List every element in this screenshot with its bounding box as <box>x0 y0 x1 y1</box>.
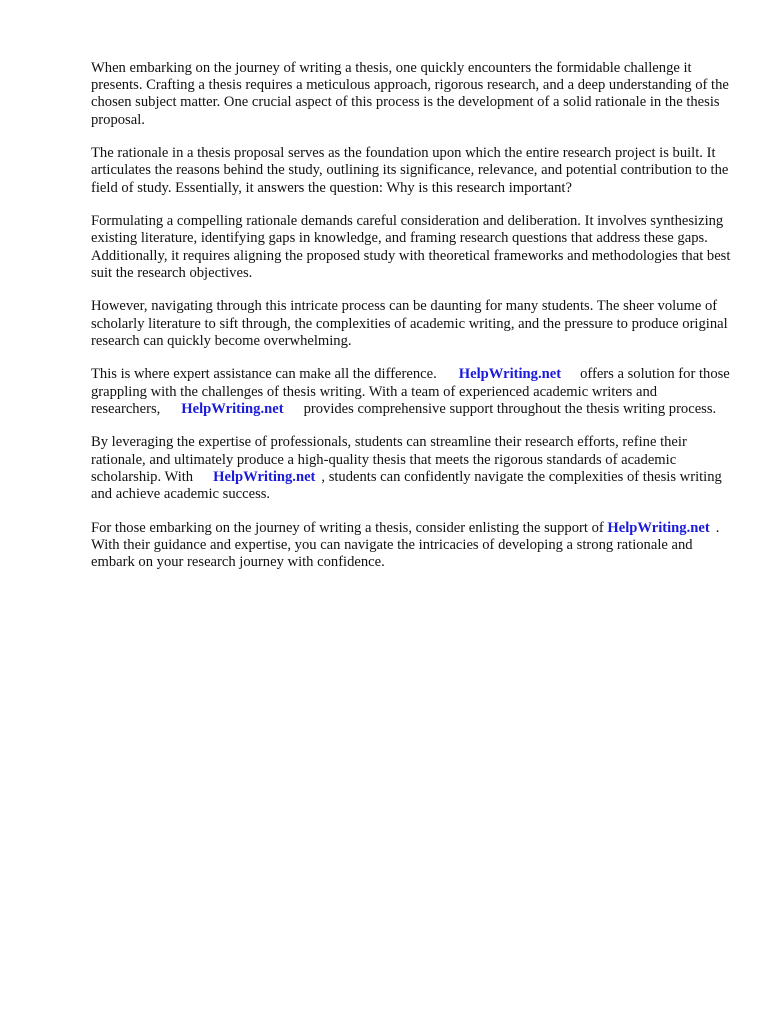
document-body <box>91 60 731 588</box>
text-segment: For those embarking on the journey of writing a thesis, consider enlisting the support of <box>91 519 604 536</box>
paragraph-leveraging <box>91 434 731 503</box>
text-segment: offers a solution for those grappling with the challenges of thesis writing. With a team of experienced academic writers and researchers, <box>91 366 730 417</box>
text-segment: provides comprehensive support throughout the thesis writing process. <box>303 400 717 417</box>
text-segment: . With their guidance and expertise, you can navigate the intricacies of developing a strong rationale and embark on your research journey with confidence. <box>91 519 720 571</box>
helpwriting-link[interactable]: HelpWriting.net <box>458 366 562 383</box>
helpwriting-link[interactable]: HelpWriting.net <box>607 519 710 536</box>
text-segment: By leveraging the expertise of professionals, students can streamline their research efforts, refine their rationale, and ultimately produce a high-quality thesis that meets the rigorous standards of academic scholarship. With <box>91 434 687 485</box>
helpwriting-link[interactable]: HelpWriting.net <box>213 468 316 485</box>
paragraph-conclusion <box>91 520 731 572</box>
helpwriting-link[interactable]: HelpWriting.net <box>181 400 284 417</box>
text-segment: , students can confidently navigate the complexities of thesis writing and achieve academic success. <box>91 468 722 503</box>
paragraph-formulating: Formulating a compelling rationale demands careful consideration and deliberation. It involves synthesizing existing literature, identifying gaps in knowledge, and framing research questions that address these gaps. Additionally, it requires aligning the proposed study with theoretical frameworks and methodologies that best suit the research objectives. <box>91 213 731 281</box>
paragraph-challenges: However, navigating through this intricate process can be daunting for many students. The sheer volume of scholarly literature to sift through, the complexities of academic writing, and the pressure to produce original research can quickly become overwhelming. <box>91 298 728 349</box>
paragraph-intro: When embarking on the journey of writing a thesis, one quickly encounters the formidable challenge it presents. Crafting a thesis requires a meticulous approach, rigorous research, and a deep understanding of the chosen subject matter. One crucial aspect of this process is the development of a solid rationale in the thesis proposal. <box>91 60 729 128</box>
paragraph-rationale: The rationale in a thesis proposal serves as the foundation upon which the entire research project is built. It articulates the reasons behind the study, outlining its significance, relevance, and potential contribution to the field of study. Essentially, it answers the question: Why is this research important? <box>91 145 729 196</box>
text-segment: This is where expert assistance can make all the difference. <box>91 366 437 383</box>
paragraph-expert-assistance <box>91 366 731 418</box>
